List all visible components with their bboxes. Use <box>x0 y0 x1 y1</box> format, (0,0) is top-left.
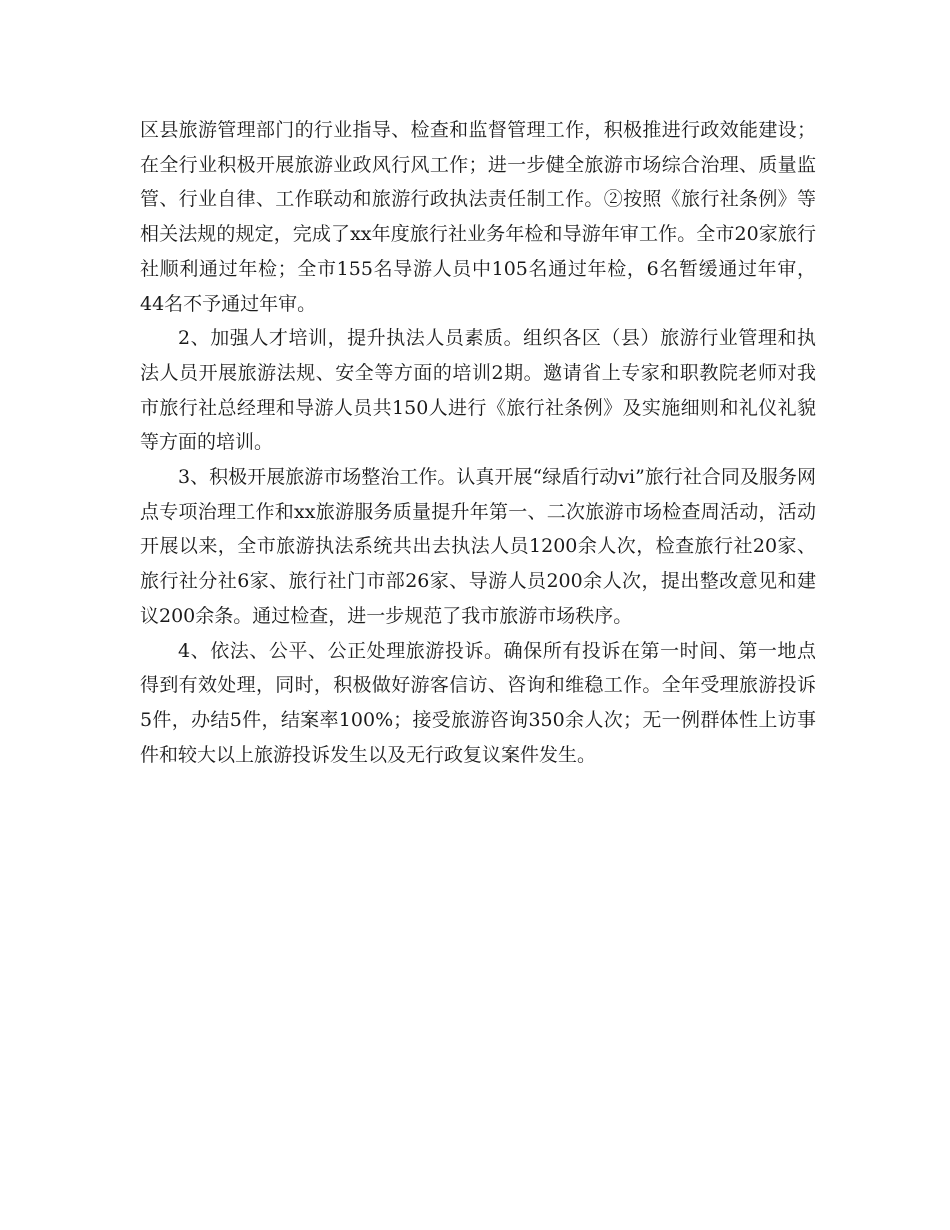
paragraph-4: 4、依法、公平、公正处理旅游投诉。确保所有投诉在第一时间、第一地点得到有效处理，同时，积极做好游客信访、咨询和维稳工作。全年受理旅游投诉5件，办结5件，结案率100%；接受旅游咨询350余人次；无一例群体性上访事件和较大以上旅游投诉发生以及无行政复议案件发生。 <box>140 639 816 766</box>
document-body <box>140 113 816 772</box>
paragraph-2: 2、加强人才培训，提升执法人员素质。组织各区（县）旅游行业管理和执法人员开展旅游法规、安全等方面的培训2期。邀请省上专家和职教院老师对我市旅行社总经理和导游人员共150人进行《旅行社条例》及实施细则和礼仪礼貌等方面的培训。 <box>140 327 816 454</box>
paragraph-3: 3、积极开展旅游市场整治工作。认真开展“绿盾行动vi”旅行社合同及服务网点专项治理工作和xx旅游服务质量提升年第一、二次旅游市场检查周活动，活动开展以来，全市旅游执法系统共出去执法人员1200余人次，检查旅行社20家、旅行社分社6家、旅行社门市部26家、导游人员200余人次，提出整改意见和建议200余条。通过检查，进一步规范了我市旅游市场秩序。 <box>140 466 816 627</box>
paragraph-1: 区县旅游管理部门的行业指导、检查和监督管理工作，积极推进行政效能建设；在全行业积极开展旅游业政风行风工作；进一步健全旅游市场综合治理、质量监管、行业自律、工作联动和旅游行政执法责任制工作。②按照《旅行社条例》等相关法规的规定，完成了xx年度旅行社业务年检和导游年审工作。全市20家旅行社顺利通过年检；全市155名导游人员中105名通过年检，6名暂缓通过年审，44名不予通过年审。 <box>140 119 816 315</box>
